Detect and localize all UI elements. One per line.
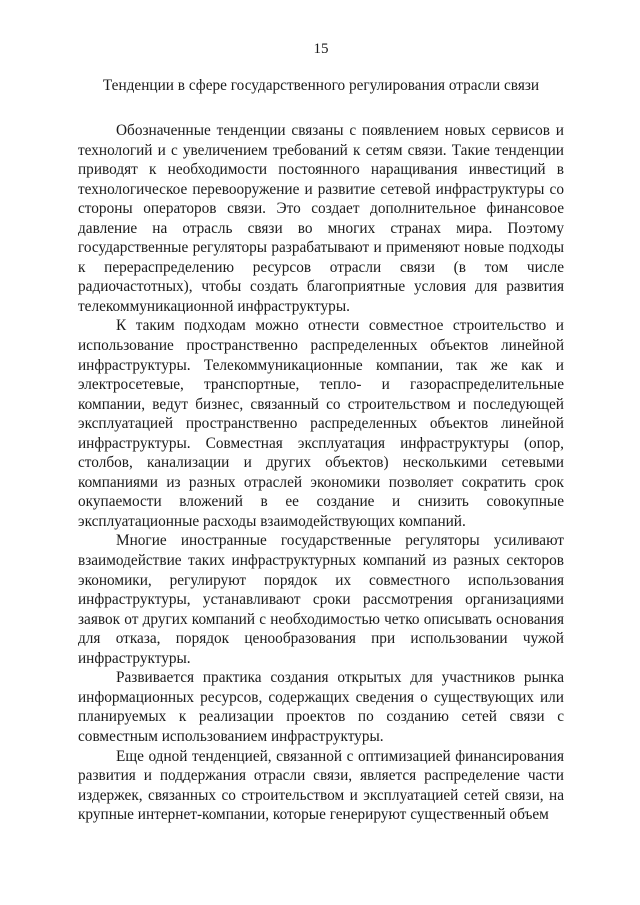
paragraph-2: К таким подходам можно отнести совместное строительство и использование пространственно распределенных объектов линейной инфраструктуры. Телекоммуникационные компании, так же как и электросетевые, транспортные, тепло- и газораспределительные компании, ведут бизнес, связанный со строительством и последующей эксплуатацией пространственно распределенных объектов линейной инфраструктуры. Совместная эксплуатация инфраструктуры (опор, столбов, канализации и других объектов) несколькими сетевыми компаниями из разных отраслей экономики позволяет сократить срок окупаемости вложений в ее создание и снизить совокупные эксплуатационные расходы взаимодействующих компаний. — [78, 317, 564, 530]
paragraph-1: Обозначенные тенденции связаны с появлением новых сервисов и технологий и с увеличением требований к сетям связи. Такие тенденции приводят к необходимости постоянного наращивания инвестиций в технологическое перевооружение и развитие сетевой инфраструктуры со стороны операторов связи. Это создает дополнительное финансовое давление на отрасль связи во многих странах мира. Поэтому государственные регуляторы разрабатывают и применяют новые подходы к перераспределению ресурсов отрасли связи (в том числе радиочастотных), чтобы создать благоприятные условия для развития телекоммуникационной инфраструктуры. — [78, 122, 564, 315]
document-body — [78, 121, 564, 825]
page-number: 15 — [313, 41, 329, 57]
paragraph-4: Развивается практика создания открытых для участников рынка информационных ресурсов, содержащих сведения о существующих или планируемых к реализации проектов по созданию сетей связи с совместным использованием инфраструктуры. — [78, 669, 564, 745]
paragraph-5: Еще одной тенденцией, связанной с оптимизацией финансирования развития и поддержания отрасли связи, является распределение части издержек, связанных со строительством и эксплуатацией сетей связи, на крупные интернет-компании, которые генерируют существенный объем — [78, 747, 564, 824]
section-title: Тенденции в сфере государственного регулирования отрасли связи — [102, 77, 540, 94]
paragraph-3: Многие иностранные государственные регуляторы усиливают взаимодействие таких инфраструктурных компаний из разных секторов экономики, регулируют порядок их совместного использования инфраструктуры, устанавливают сроки рассмотрения организациями заявок от других компаний с необходимостью четко описывать основания для отказа, порядок ценообразования при использовании чужой инфраструктуры. — [78, 532, 564, 667]
